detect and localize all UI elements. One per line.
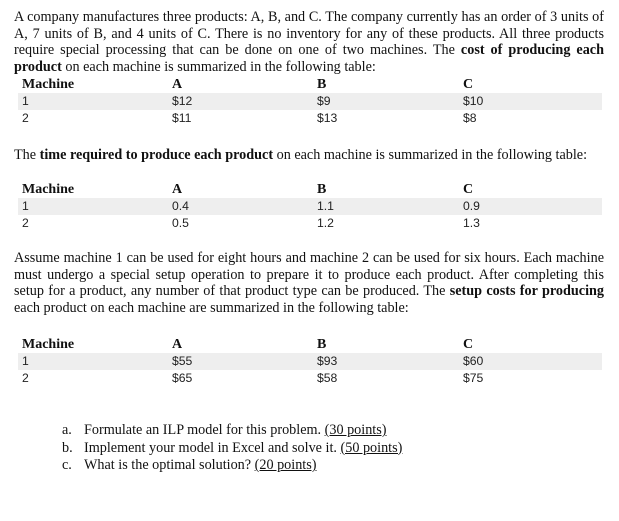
header-machine: Machine	[22, 182, 75, 197]
table-cell: 1	[18, 93, 168, 110]
table-row	[18, 353, 602, 370]
header-machine: Machine	[22, 77, 75, 92]
cost-table-header	[18, 76, 602, 93]
setup-table	[18, 336, 602, 387]
header-a: A	[172, 77, 183, 92]
question-letter: c.	[62, 457, 72, 473]
table-row	[18, 198, 602, 215]
table-row	[18, 370, 602, 387]
table-cell: $60	[459, 353, 602, 370]
header-c: C	[463, 182, 474, 197]
setup-table-header	[18, 336, 602, 353]
intro-paragraph: A company manufactures three products: A, B, and C. The company currently has an order of 3 units of A, 7 units of B, and 4 units of C. There is no inventory for any of these products. All three products require special processing that can be done on one of two machines. The cost of producing each product on each machine is summarized in the following table:	[14, 9, 604, 75]
question-text: Formulate an ILP model for this problem.	[84, 422, 325, 438]
time-table-header	[18, 181, 602, 198]
table-cell: $9	[313, 93, 459, 110]
cost-table	[18, 76, 602, 127]
question-points: (30 points)	[324, 422, 387, 438]
header-b: B	[317, 337, 327, 352]
time-paragraph: The time required to produce each product on each machine is summarized in the following table:	[14, 147, 588, 163]
table-cell: 1	[18, 353, 168, 370]
question-text: What is the optimal solution?	[84, 457, 255, 473]
question-letter: b.	[62, 439, 73, 456]
table-row	[18, 93, 602, 110]
time-table	[18, 181, 602, 232]
table-cell: $58	[317, 371, 338, 385]
table-cell: $75	[463, 371, 484, 385]
table-cell: 2	[22, 371, 29, 385]
table-cell: 1.1	[313, 198, 459, 215]
table-cell: 2	[22, 216, 29, 230]
table-cell: $55	[168, 353, 313, 370]
table-cell: $65	[172, 371, 193, 385]
table-row	[18, 110, 602, 127]
table-row	[18, 215, 602, 232]
table-cell: $11	[172, 111, 192, 125]
question-points: (50 points)	[340, 439, 403, 456]
header-a: A	[172, 182, 183, 197]
table-cell: $8	[463, 111, 477, 125]
list-item	[62, 440, 402, 458]
table-cell: 0.9	[459, 198, 602, 215]
header-machine: Machine	[22, 337, 75, 352]
question-text: Implement your model in Excel and solve it.	[84, 439, 341, 456]
table-cell: 1.3	[463, 216, 480, 230]
intro-bold: cost of producing each product	[14, 42, 604, 75]
setup-bold: setup costs for producing	[449, 283, 604, 300]
table-cell: 1.2	[317, 216, 334, 230]
question-letter: a.	[62, 422, 72, 438]
header-b: B	[317, 182, 327, 197]
header-c: C	[463, 337, 474, 352]
table-cell: $12	[168, 93, 313, 110]
table-cell: $10	[459, 93, 602, 110]
question-points: (20 points)	[254, 457, 317, 473]
header-b: B	[317, 77, 327, 92]
table-cell: 1	[18, 198, 168, 215]
table-cell: 0.4	[168, 198, 313, 215]
table-cell: 2	[22, 111, 29, 125]
list-item	[62, 457, 402, 475]
header-c: C	[463, 77, 474, 92]
setup-paragraph: Assume machine 1 can be used for eight hours and machine 2 can be used for six hours. Each machine must undergo a special setup operation to prepare it to produce each product. After completing this setup for a product, any number of that product type can be produced. The setup costs for producing each product on each machine are summarized in the following table:	[14, 250, 604, 316]
list-item	[62, 422, 402, 440]
table-cell: $13	[317, 111, 338, 125]
question-list	[62, 422, 402, 475]
header-a: A	[172, 337, 183, 352]
table-cell: 0.5	[172, 216, 189, 230]
time-bold: time required to produce each product	[39, 147, 274, 163]
table-cell: $93	[313, 353, 459, 370]
